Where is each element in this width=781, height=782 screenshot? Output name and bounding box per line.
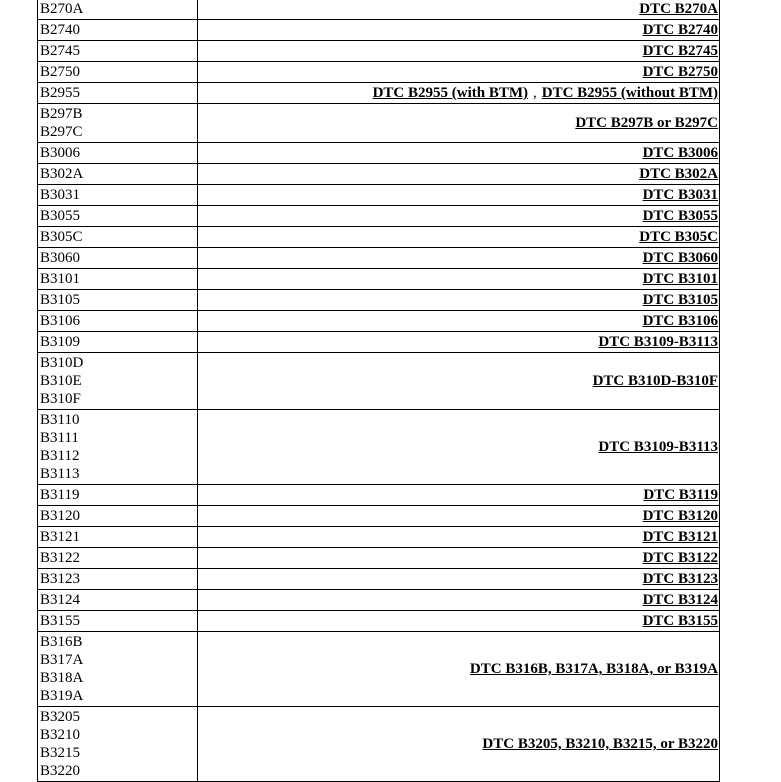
dtc-code: B3060 — [40, 250, 81, 266]
dtc-link-cell — [198, 611, 720, 632]
table-row — [38, 290, 720, 311]
dtc-code: B2955 — [40, 85, 81, 101]
dtc-code-cell — [38, 185, 198, 206]
dtc-code: B3105 — [40, 292, 81, 308]
dtc-code: B317A — [40, 652, 84, 668]
dtc-code: B3210 — [40, 727, 81, 743]
dtc-code-cell — [38, 311, 198, 332]
dtc-link-cell — [198, 332, 720, 353]
dtc-code: B3122 — [40, 550, 81, 566]
dtc-link[interactable]: DTC B3122 — [642, 550, 718, 566]
dtc-link-cell — [198, 248, 720, 269]
table-row — [38, 332, 720, 353]
table-row — [38, 143, 720, 164]
table-row — [38, 62, 720, 83]
dtc-code: B310F — [40, 391, 81, 407]
dtc-link[interactable]: DTC B3105 — [642, 292, 718, 308]
dtc-table — [37, 0, 720, 782]
dtc-code: B3120 — [40, 508, 81, 524]
table-row — [38, 410, 720, 485]
dtc-code-cell — [38, 290, 198, 311]
table-row — [38, 206, 720, 227]
dtc-link-cell — [198, 227, 720, 248]
dtc-code-cell — [38, 548, 198, 569]
dtc-link[interactable]: DTC B3109-B3113 — [598, 334, 718, 350]
dtc-code: B302A — [40, 166, 84, 182]
table-row — [38, 41, 720, 62]
dtc-link-cell — [198, 0, 720, 20]
dtc-link[interactable]: DTC B297B or B297C — [575, 115, 718, 131]
table-row — [38, 311, 720, 332]
dtc-link[interactable]: DTC B2745 — [642, 43, 718, 59]
dtc-code-cell — [38, 410, 198, 485]
dtc-link[interactable]: DTC B2955 (with BTM) — [372, 85, 528, 101]
dtc-code: B3111 — [40, 430, 79, 446]
dtc-code: B3124 — [40, 592, 81, 608]
dtc-code: B3101 — [40, 271, 81, 287]
dtc-link-cell — [198, 290, 720, 311]
dtc-link[interactable]: DTC B3101 — [642, 271, 718, 287]
dtc-code: B3031 — [40, 187, 81, 203]
table-row — [38, 569, 720, 590]
dtc-code: B3121 — [40, 529, 81, 545]
dtc-link[interactable]: DTC B3055 — [642, 208, 718, 224]
dtc-link[interactable]: DTC B3120 — [642, 508, 718, 524]
table-row — [38, 269, 720, 290]
dtc-code-cell — [38, 62, 198, 83]
dtc-link[interactable]: DTC B270A — [639, 1, 718, 17]
table-row — [38, 611, 720, 632]
dtc-code: B3106 — [40, 313, 81, 329]
dtc-link-cell — [198, 62, 720, 83]
dtc-code: B3006 — [40, 145, 81, 161]
table-row — [38, 527, 720, 548]
dtc-code: B310E — [40, 373, 82, 389]
dtc-link-cell — [198, 311, 720, 332]
dtc-code-cell — [38, 707, 198, 782]
dtc-code-cell — [38, 332, 198, 353]
dtc-code-cell — [38, 227, 198, 248]
dtc-link-cell — [198, 485, 720, 506]
dtc-code-cell — [38, 164, 198, 185]
dtc-code-cell — [38, 20, 198, 41]
dtc-code-cell — [38, 632, 198, 707]
dtc-link-cell — [198, 590, 720, 611]
dtc-code: B2740 — [40, 22, 81, 38]
dtc-link-cell — [198, 20, 720, 41]
dtc-code-cell — [38, 104, 198, 143]
dtc-link[interactable]: DTC B3205, B3210, B3215, or B3220 — [482, 736, 718, 752]
dtc-code: B319A — [40, 688, 84, 704]
link-separator: , — [532, 85, 537, 101]
dtc-code: B2750 — [40, 64, 81, 80]
dtc-code: B3113 — [40, 466, 80, 482]
table-row — [38, 248, 720, 269]
dtc-code: B3112 — [40, 448, 80, 464]
dtc-code-cell — [38, 269, 198, 290]
dtc-link-cell — [198, 527, 720, 548]
dtc-code-cell — [38, 248, 198, 269]
dtc-link[interactable]: DTC B3119 — [643, 487, 718, 503]
dtc-link[interactable]: DTC B3060 — [642, 250, 718, 266]
dtc-code: B3220 — [40, 763, 81, 779]
table-row — [38, 185, 720, 206]
dtc-code-cell — [38, 569, 198, 590]
table-row — [38, 506, 720, 527]
dtc-link[interactable]: DTC B2750 — [642, 64, 718, 80]
dtc-link[interactable]: DTC B3106 — [642, 313, 718, 329]
dtc-code: B297B — [40, 106, 83, 122]
table-row — [38, 590, 720, 611]
dtc-code-cell — [38, 83, 198, 104]
dtc-link-cell — [198, 143, 720, 164]
table-row — [38, 164, 720, 185]
dtc-code: B3110 — [40, 412, 80, 428]
table-row — [38, 227, 720, 248]
dtc-link-cell — [198, 548, 720, 569]
dtc-code: B3123 — [40, 571, 81, 587]
table-row — [38, 353, 720, 410]
dtc-code: B3055 — [40, 208, 81, 224]
table-row — [38, 104, 720, 143]
dtc-link-cell — [198, 269, 720, 290]
dtc-link-cell — [198, 185, 720, 206]
dtc-code: B316B — [40, 634, 83, 650]
dtc-link-cell — [198, 632, 720, 707]
dtc-link-cell — [198, 41, 720, 62]
dtc-code: B3155 — [40, 613, 81, 629]
dtc-link[interactable]: DTC B3006 — [642, 145, 718, 161]
dtc-table-body — [38, 0, 720, 782]
dtc-code-cell — [38, 353, 198, 410]
dtc-code-cell — [38, 485, 198, 506]
dtc-code: B305C — [40, 229, 83, 245]
dtc-link-cell — [198, 83, 720, 104]
dtc-link[interactable]: DTC B305C — [639, 229, 718, 245]
dtc-link-cell — [198, 569, 720, 590]
dtc-link[interactable]: DTC B2740 — [642, 22, 718, 38]
dtc-link-cell — [198, 410, 720, 485]
dtc-link-cell — [198, 206, 720, 227]
dtc-code: B297C — [40, 124, 83, 140]
dtc-link[interactable]: DTC B3155 — [642, 613, 718, 629]
table-row — [38, 632, 720, 707]
table-row — [38, 485, 720, 506]
dtc-code-cell — [38, 41, 198, 62]
dtc-link[interactable]: DTC B302A — [639, 166, 718, 182]
dtc-link-cell — [198, 707, 720, 782]
dtc-link[interactable]: DTC B2955 (without BTM) — [541, 85, 718, 101]
dtc-link[interactable]: DTC B3123 — [642, 571, 718, 587]
dtc-code-cell — [38, 590, 198, 611]
dtc-link-cell — [198, 104, 720, 143]
table-row — [38, 707, 720, 782]
table-row — [38, 0, 720, 20]
dtc-code: B318A — [40, 670, 84, 686]
dtc-code-cell — [38, 0, 198, 20]
table-row — [38, 83, 720, 104]
dtc-code: B2745 — [40, 43, 81, 59]
dtc-code: B3109 — [40, 334, 81, 350]
dtc-link-cell — [198, 353, 720, 410]
dtc-code: B3215 — [40, 745, 81, 761]
dtc-code: B3205 — [40, 709, 81, 725]
dtc-code: B310D — [40, 355, 84, 371]
dtc-link[interactable]: DTC B3124 — [642, 592, 718, 608]
dtc-link[interactable]: DTC B3109-B3113 — [598, 439, 718, 455]
dtc-code-cell — [38, 143, 198, 164]
dtc-link[interactable]: DTC B310D-B310F — [592, 373, 718, 389]
table-row — [38, 20, 720, 41]
dtc-code-cell — [38, 611, 198, 632]
dtc-link[interactable]: DTC B316B, B317A, B318A, or B319A — [469, 661, 718, 677]
dtc-link[interactable]: DTC B3121 — [642, 529, 718, 545]
dtc-code: B270A — [40, 1, 84, 17]
dtc-link[interactable]: DTC B3031 — [642, 187, 718, 203]
table-row — [38, 548, 720, 569]
dtc-link-cell — [198, 506, 720, 527]
dtc-code-cell — [38, 527, 198, 548]
dtc-code: B3119 — [40, 487, 80, 503]
dtc-link-cell — [198, 164, 720, 185]
dtc-code-cell — [38, 206, 198, 227]
dtc-code-cell — [38, 506, 198, 527]
